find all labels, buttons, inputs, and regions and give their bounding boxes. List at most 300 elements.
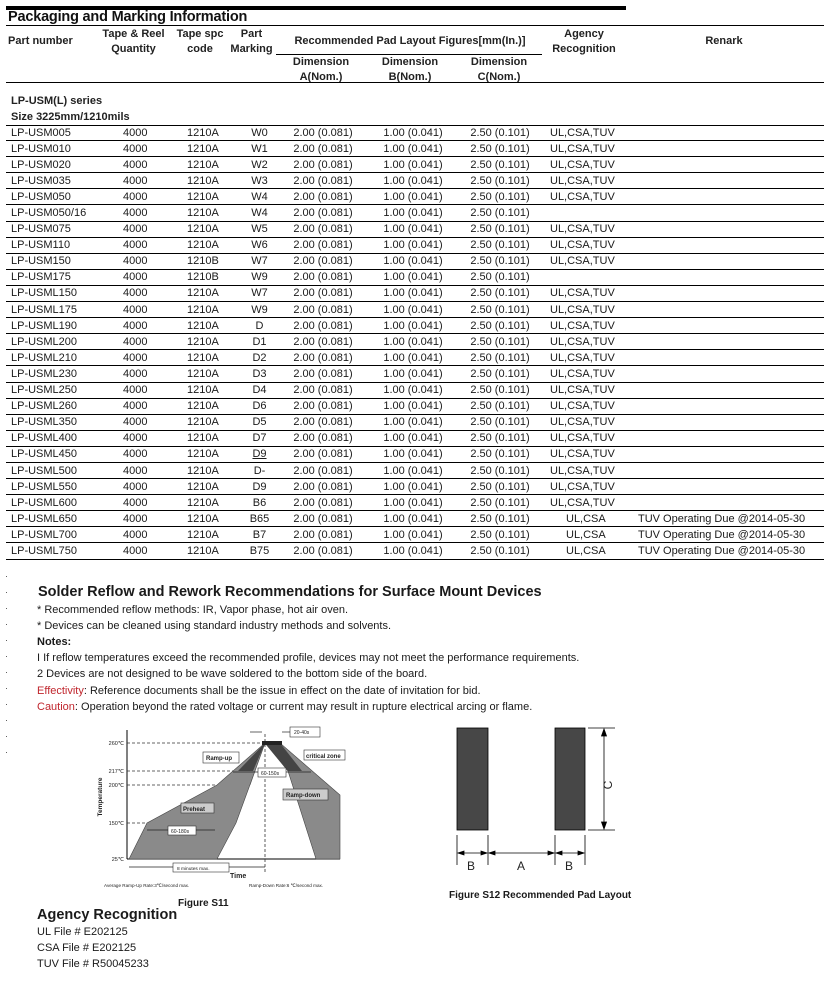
- part-number-cell: LP-USML150: [6, 285, 101, 301]
- marking-cell: D6: [241, 398, 278, 414]
- part-number-cell: LP-USML400: [6, 430, 101, 446]
- agency-cell: UL,CSA,TUV: [542, 495, 630, 511]
- dimension-b-cell: 1.00 (0.041): [368, 237, 458, 253]
- tape-code-cell: 1210A: [179, 205, 241, 221]
- quantity-cell: 4000: [101, 157, 179, 173]
- tape-code-cell: 1210B: [179, 269, 241, 285]
- marking-cell: D3: [241, 366, 278, 382]
- dimension-a-cell: 2.00 (0.081): [278, 511, 368, 527]
- dimension-c-cell: 2.50 (0.101): [458, 285, 542, 301]
- marking-cell: W1: [241, 141, 278, 157]
- quantity-cell: 4000: [101, 479, 179, 495]
- solder-title: Solder Reflow and Rework Recommendations for Surface Mount Devices: [38, 584, 542, 600]
- tape-code-cell: 1210A: [179, 479, 241, 495]
- tape-code-cell: 1210A: [179, 382, 241, 398]
- dimension-a-cell: 2.00 (0.081): [278, 269, 368, 285]
- marking-cell: B65: [241, 511, 278, 527]
- agency-cell: UL,CSA: [542, 543, 630, 559]
- table-row: [6, 382, 824, 398]
- remark-cell: [630, 446, 824, 462]
- dimension-a-cell: 2.00 (0.081): [278, 430, 368, 446]
- quantity-cell: 4000: [101, 253, 179, 269]
- marking-cell: B75: [241, 543, 278, 559]
- caution-label: Caution: [37, 701, 75, 713]
- remark-cell: [630, 269, 824, 285]
- series-size: Size 3225mm/1210mils: [11, 111, 130, 123]
- agency-cell: UL,CSA,TUV: [542, 382, 630, 398]
- dimension-b-cell: 1.00 (0.041): [368, 205, 458, 221]
- temp-217: 217℃: [108, 769, 124, 775]
- remark-cell: [630, 366, 824, 382]
- part-number-cell: LP-USML450: [6, 446, 101, 462]
- right-pad: [555, 728, 585, 830]
- dimension-a-cell: 2.00 (0.081): [278, 205, 368, 221]
- note-2: 2 Devices are not designed to be wave soldered to the bottom side of the board.: [37, 668, 428, 680]
- margin-dot: ·: [5, 587, 8, 597]
- dimension-a-cell: 2.00 (0.081): [278, 334, 368, 350]
- dimension-c-cell: 2.50 (0.101): [458, 414, 542, 430]
- header-tape-spc-code: Tape spc code: [176, 28, 224, 55]
- marking-cell: B7: [241, 527, 278, 543]
- dimension-a-cell: 2.00 (0.081): [278, 462, 368, 478]
- tape-code-cell: 1210A: [179, 318, 241, 334]
- table-row: [6, 125, 824, 141]
- temp-260: 260℃: [108, 741, 124, 747]
- tape-code-cell: 1210A: [179, 446, 241, 462]
- agency-cell: UL,CSA,TUV: [542, 157, 630, 173]
- marking-cell: D9: [241, 446, 278, 462]
- table-row: [6, 237, 824, 253]
- dimension-a-cell: 2.00 (0.081): [278, 398, 368, 414]
- dimension-c-cell: 2.50 (0.101): [458, 334, 542, 350]
- dimension-a-cell: 2.00 (0.081): [278, 285, 368, 301]
- tape-code-cell: 1210A: [179, 462, 241, 478]
- remark-cell: [630, 157, 824, 173]
- dim-label-b-left: B: [467, 859, 476, 873]
- header-pad-layout: Recommended Pad Layout Figures[mm(In.)]: [294, 35, 526, 47]
- quantity-cell: 4000: [101, 141, 179, 157]
- part-number-cell: LP-USM035: [6, 173, 101, 189]
- dimension-a-cell: 2.00 (0.081): [278, 414, 368, 430]
- quantity-cell: 4000: [101, 318, 179, 334]
- remark-cell: TUV Operating Due @2014-05-30: [630, 527, 824, 543]
- margin-dot: ·: [5, 683, 8, 693]
- quantity-cell: 4000: [101, 173, 179, 189]
- part-number-cell: LP-USM075: [6, 221, 101, 237]
- part-number-cell: LP-USM020: [6, 157, 101, 173]
- agency-cell: UL,CSA,TUV: [542, 173, 630, 189]
- dim-label-b-right: B: [565, 859, 574, 873]
- dimension-b-cell: 1.00 (0.041): [368, 430, 458, 446]
- label-preheat-time: 60-180s: [171, 829, 190, 835]
- table-row: [6, 446, 824, 462]
- agency-cell: UL,CSA: [542, 511, 630, 527]
- part-number-cell: LP-USM175: [6, 269, 101, 285]
- remark-cell: [630, 285, 824, 301]
- dimension-a-cell: 2.00 (0.081): [278, 495, 368, 511]
- part-number-cell: LP-USML200: [6, 334, 101, 350]
- tape-code-cell: 1210A: [179, 285, 241, 301]
- quantity-cell: 4000: [101, 527, 179, 543]
- dimension-c-cell: 2.50 (0.101): [458, 141, 542, 157]
- quantity-cell: 4000: [101, 285, 179, 301]
- margin-dot: ·: [5, 635, 8, 645]
- marking-cell: W0: [241, 125, 278, 141]
- header-dimension-c: Dimension C(Nom.): [470, 56, 528, 83]
- margin-dot: ·: [5, 747, 8, 757]
- table-row: [6, 511, 824, 527]
- quantity-cell: 4000: [101, 189, 179, 205]
- label-ramp-up: Ramp-up: [206, 756, 232, 762]
- dimension-a-cell: 2.00 (0.081): [278, 253, 368, 269]
- figure-s11-caption: Figure S11: [178, 898, 229, 909]
- table-row: [6, 462, 824, 478]
- dimension-c-cell: 2.50 (0.101): [458, 125, 542, 141]
- table-row: [6, 205, 824, 221]
- dimension-b-cell: 1.00 (0.041): [368, 302, 458, 318]
- table-row: [6, 366, 824, 382]
- dim-label-c: C: [601, 780, 615, 790]
- marking-cell: D: [241, 318, 278, 334]
- part-number-cell: LP-USML700: [6, 527, 101, 543]
- tape-code-cell: 1210A: [179, 495, 241, 511]
- agency-cell: UL,CSA: [542, 527, 630, 543]
- table-row: [6, 543, 824, 559]
- dimension-c-cell: 2.50 (0.101): [458, 446, 542, 462]
- section-title: Packaging and Marking Information: [8, 9, 248, 25]
- table-row: [6, 221, 824, 237]
- x-axis-label: Time: [230, 873, 247, 880]
- dimension-a-cell: 2.00 (0.081): [278, 173, 368, 189]
- label-above-liquidus: 60-150s: [261, 771, 280, 777]
- dimension-b-cell: 1.00 (0.041): [368, 398, 458, 414]
- quantity-cell: 4000: [101, 543, 179, 559]
- agency-cell: UL,CSA,TUV: [542, 414, 630, 430]
- margin-dot: ·: [5, 667, 8, 677]
- tuv-file: TUV File # R50045233: [37, 958, 149, 970]
- dimension-c-cell: 2.50 (0.101): [458, 430, 542, 446]
- marking-cell: D2: [241, 350, 278, 366]
- remark-cell: [630, 414, 824, 430]
- header-tape-reel: Tape & Reel Quantity: [102, 28, 165, 55]
- dimension-b-cell: 1.00 (0.041): [368, 527, 458, 543]
- dimension-c-cell: 2.50 (0.101): [458, 269, 542, 285]
- agency-cell: UL,CSA,TUV: [542, 189, 630, 205]
- quantity-cell: 4000: [101, 495, 179, 511]
- remark-cell: [630, 125, 824, 141]
- part-number-cell: LP-USM010: [6, 141, 101, 157]
- part-number-cell: LP-USML550: [6, 479, 101, 495]
- effectivity-line: [37, 685, 481, 697]
- tape-code-cell: 1210A: [179, 157, 241, 173]
- tape-code-cell: 1210A: [179, 366, 241, 382]
- table-row: [6, 350, 824, 366]
- margin-dot: ·: [5, 603, 8, 613]
- marking-cell: W3: [241, 173, 278, 189]
- temp-25: 25℃: [111, 857, 124, 863]
- quantity-cell: 4000: [101, 205, 179, 221]
- dimension-a-cell: 2.00 (0.081): [278, 543, 368, 559]
- dimension-c-cell: 2.50 (0.101): [458, 527, 542, 543]
- marking-cell: D7: [241, 430, 278, 446]
- dimension-c-cell: 2.50 (0.101): [458, 479, 542, 495]
- series-name: LP-USM(L) series: [11, 95, 103, 107]
- dimension-b-cell: 1.00 (0.041): [368, 350, 458, 366]
- part-number-cell: LP-USML250: [6, 382, 101, 398]
- tape-code-cell: 1210A: [179, 189, 241, 205]
- table-row: [6, 430, 824, 446]
- marking-cell: W9: [241, 269, 278, 285]
- table-row: [6, 189, 824, 205]
- agency-cell: UL,CSA,TUV: [542, 430, 630, 446]
- dimension-b-cell: 1.00 (0.041): [368, 125, 458, 141]
- margin-dot: ·: [5, 731, 8, 741]
- table-row: [6, 414, 824, 430]
- dimension-a-cell: 2.00 (0.081): [278, 446, 368, 462]
- part-number-cell: LP-USM050/16: [6, 205, 101, 221]
- quantity-cell: 4000: [101, 414, 179, 430]
- tape-code-cell: 1210A: [179, 237, 241, 253]
- dimension-c-cell: 2.50 (0.101): [458, 543, 542, 559]
- agency-cell: UL,CSA,TUV: [542, 221, 630, 237]
- dimension-a-cell: 2.00 (0.081): [278, 221, 368, 237]
- dimension-b-cell: 1.00 (0.041): [368, 189, 458, 205]
- dimension-b-cell: 1.00 (0.041): [368, 253, 458, 269]
- part-number-cell: LP-USM050: [6, 189, 101, 205]
- agency-cell: UL,CSA,TUV: [542, 479, 630, 495]
- dimension-c-cell: 2.50 (0.101): [458, 462, 542, 478]
- margin-dot: ·: [5, 699, 8, 709]
- tape-code-cell: 1210A: [179, 350, 241, 366]
- dimension-c-cell: 2.50 (0.101): [458, 495, 542, 511]
- pad-layout-figure: [440, 720, 640, 880]
- reflow-profile-figure: [90, 722, 360, 892]
- dimension-c-cell: 2.50 (0.101): [458, 366, 542, 382]
- remark-cell: [630, 350, 824, 366]
- marking-cell: W2: [241, 157, 278, 173]
- marking-cell: W9: [241, 302, 278, 318]
- header-dimension-a: Dimension A(Nom.): [292, 56, 350, 83]
- remark-cell: [630, 173, 824, 189]
- part-number-cell: LP-USML650: [6, 511, 101, 527]
- label-peak-time: 20-40s: [294, 730, 310, 736]
- dimension-b-cell: 1.00 (0.041): [368, 511, 458, 527]
- dimension-c-cell: 2.50 (0.101): [458, 173, 542, 189]
- dimension-a-cell: 2.00 (0.081): [278, 350, 368, 366]
- dimension-c-cell: 2.50 (0.101): [458, 221, 542, 237]
- table-row: [6, 285, 824, 301]
- tape-code-cell: 1210A: [179, 414, 241, 430]
- dimension-b-cell: 1.00 (0.041): [368, 543, 458, 559]
- label-preheat: Preheat: [183, 807, 206, 813]
- margin-dot: ·: [5, 619, 8, 629]
- remark-cell: [630, 253, 824, 269]
- quantity-cell: 4000: [101, 398, 179, 414]
- table-row: [6, 398, 824, 414]
- tape-code-cell: 1210A: [179, 125, 241, 141]
- part-number-cell: LP-USML500: [6, 462, 101, 478]
- dimension-a-cell: 2.00 (0.081): [278, 125, 368, 141]
- table-row: [6, 334, 824, 350]
- tape-code-cell: 1210A: [179, 302, 241, 318]
- dimension-b-cell: 1.00 (0.041): [368, 173, 458, 189]
- agency-title: Agency Recognition: [37, 907, 178, 923]
- remark-cell: [630, 382, 824, 398]
- remark-cell: [630, 189, 824, 205]
- figure-s12-caption: Figure S12 Recommended Pad Layout: [449, 890, 632, 901]
- tape-code-cell: 1210A: [179, 221, 241, 237]
- marking-cell: W5: [241, 221, 278, 237]
- marking-cell: D4: [241, 382, 278, 398]
- tape-code-cell: 1210A: [179, 430, 241, 446]
- table-row: [6, 318, 824, 334]
- agency-cell: UL,CSA,TUV: [542, 237, 630, 253]
- agency-cell: UL,CSA,TUV: [542, 334, 630, 350]
- ramp-down-region: [265, 743, 340, 859]
- tape-code-cell: 1210A: [179, 173, 241, 189]
- effectivity-label: Effectivity: [37, 685, 84, 697]
- dimension-a-cell: 2.00 (0.081): [278, 189, 368, 205]
- quantity-cell: 4000: [101, 462, 179, 478]
- marking-cell: D5: [241, 414, 278, 430]
- part-number-cell: LP-USML175: [6, 302, 101, 318]
- quantity-cell: 4000: [101, 511, 179, 527]
- header-top-rule: [6, 25, 824, 26]
- header-dimension-b: Dimension B(Nom.): [381, 56, 439, 83]
- dimension-b-cell: 1.00 (0.041): [368, 446, 458, 462]
- ul-file: UL File # E202125: [37, 926, 128, 938]
- dim-label-a: A: [517, 859, 526, 873]
- tape-code-cell: 1210A: [179, 511, 241, 527]
- dimension-c-cell: 2.50 (0.101): [458, 350, 542, 366]
- remark-cell: TUV Operating Due @2014-05-30: [630, 511, 824, 527]
- quantity-cell: 4000: [101, 366, 179, 382]
- quantity-cell: 4000: [101, 382, 179, 398]
- table-row: [6, 269, 824, 285]
- agency-cell: UL,CSA,TUV: [542, 398, 630, 414]
- part-number-cell: LP-USML600: [6, 495, 101, 511]
- agency-cell: [542, 205, 630, 221]
- remark-cell: [630, 495, 824, 511]
- label-ramp-down: Ramp-down: [286, 793, 321, 799]
- dimension-c-cell: 2.50 (0.101): [458, 189, 542, 205]
- agency-cell: UL,CSA,TUV: [542, 462, 630, 478]
- marking-cell: D9: [241, 479, 278, 495]
- quantity-cell: 4000: [101, 446, 179, 462]
- dimension-b-cell: 1.00 (0.041): [368, 495, 458, 511]
- bullet-reflow-methods: * Recommended reflow methods: IR, Vapor phase, hot air oven.: [37, 604, 349, 616]
- marking-cell: W4: [241, 189, 278, 205]
- dimension-b-cell: 1.00 (0.041): [368, 318, 458, 334]
- marking-cell: D1: [241, 334, 278, 350]
- footnote-ramp-up-rate: Average Ramp-Up Rate:3℃/second max.: [104, 883, 190, 888]
- table-row: [6, 495, 824, 511]
- remark-cell: [630, 334, 824, 350]
- dimension-a-cell: 2.00 (0.081): [278, 366, 368, 382]
- dimension-b-cell: 1.00 (0.041): [368, 221, 458, 237]
- part-number-cell: LP-USML260: [6, 398, 101, 414]
- dimension-c-cell: 2.50 (0.101): [458, 302, 542, 318]
- marking-cell: B6: [241, 495, 278, 511]
- quantity-cell: 4000: [101, 125, 179, 141]
- header-part-number: Part number: [8, 35, 73, 47]
- margin-dot: ·: [5, 651, 8, 661]
- tape-code-cell: 1210A: [179, 543, 241, 559]
- remark-cell: [630, 221, 824, 237]
- remark-cell: [630, 205, 824, 221]
- bullet-cleaning: * Devices can be cleaned using standard industry methods and solvents.: [37, 620, 392, 632]
- margin-dot: ·: [5, 571, 8, 581]
- remark-cell: TUV Operating Due @2014-05-30: [630, 543, 824, 559]
- left-pad: [457, 728, 488, 830]
- table-row: [6, 302, 824, 318]
- remark-cell: [630, 479, 824, 495]
- dimension-a-cell: 2.00 (0.081): [278, 318, 368, 334]
- caution-text: : Operation beyond the rated voltage or current may result in rupture electrical arcing or flame.: [74, 701, 533, 713]
- marking-cell: W7: [241, 285, 278, 301]
- label-critical-zone: critical zone: [306, 754, 341, 760]
- note-1: I If reflow temperatures exceed the recommended profile, devices may not meet the performance requirements.: [37, 652, 580, 664]
- tape-code-cell: 1210A: [179, 398, 241, 414]
- table-row: [6, 157, 824, 173]
- remark-cell: [630, 302, 824, 318]
- part-number-cell: LP-USML190: [6, 318, 101, 334]
- label-total-time: 8 minutes max.: [177, 867, 210, 872]
- part-number-cell: LP-USM150: [6, 253, 101, 269]
- dimension-b-cell: 1.00 (0.041): [368, 366, 458, 382]
- tape-code-cell: 1210A: [179, 334, 241, 350]
- agency-cell: UL,CSA,TUV: [542, 125, 630, 141]
- csa-file: CSA File # E202125: [37, 942, 137, 954]
- agency-cell: UL,CSA,TUV: [542, 285, 630, 301]
- quantity-cell: 4000: [101, 430, 179, 446]
- header-agency-recognition: Agency Recognition: [552, 28, 616, 55]
- remark-cell: [630, 430, 824, 446]
- dimension-c-cell: 2.50 (0.101): [458, 511, 542, 527]
- table-row: [6, 141, 824, 157]
- notes-label: Notes:: [37, 636, 72, 648]
- remark-cell: [630, 462, 824, 478]
- dimension-b-cell: 1.00 (0.041): [368, 157, 458, 173]
- dimension-a-cell: 2.00 (0.081): [278, 157, 368, 173]
- effectivity-text: : Reference documents shall be the issue in effect on the date of invitation for bid.: [83, 685, 481, 697]
- remark-cell: [630, 318, 824, 334]
- marking-cell: W7: [241, 253, 278, 269]
- footnote-ramp-down-rate: Ramp-Down Rate:6 ℃/second max.: [249, 883, 324, 888]
- agency-cell: UL,CSA,TUV: [542, 253, 630, 269]
- part-number-cell: LP-USML750: [6, 543, 101, 559]
- agency-cell: UL,CSA,TUV: [542, 446, 630, 462]
- quantity-cell: 4000: [101, 221, 179, 237]
- marking-cell: W6: [241, 237, 278, 253]
- agency-cell: UL,CSA,TUV: [542, 141, 630, 157]
- dimension-b-cell: 1.00 (0.041): [368, 269, 458, 285]
- table-row: [6, 253, 824, 269]
- part-number-cell: LP-USML210: [6, 350, 101, 366]
- y-axis-label: Temperature: [97, 777, 104, 817]
- table-row: [6, 527, 824, 543]
- quantity-cell: 4000: [101, 269, 179, 285]
- remark-cell: [630, 141, 824, 157]
- tape-code-cell: 1210A: [179, 141, 241, 157]
- remark-cell: [630, 398, 824, 414]
- packaging-table: [6, 125, 824, 560]
- dimension-b-cell: 1.00 (0.041): [368, 462, 458, 478]
- ramp-up-region: [129, 743, 265, 859]
- dimension-c-cell: 2.50 (0.101): [458, 253, 542, 269]
- quantity-cell: 4000: [101, 302, 179, 318]
- quantity-cell: 4000: [101, 237, 179, 253]
